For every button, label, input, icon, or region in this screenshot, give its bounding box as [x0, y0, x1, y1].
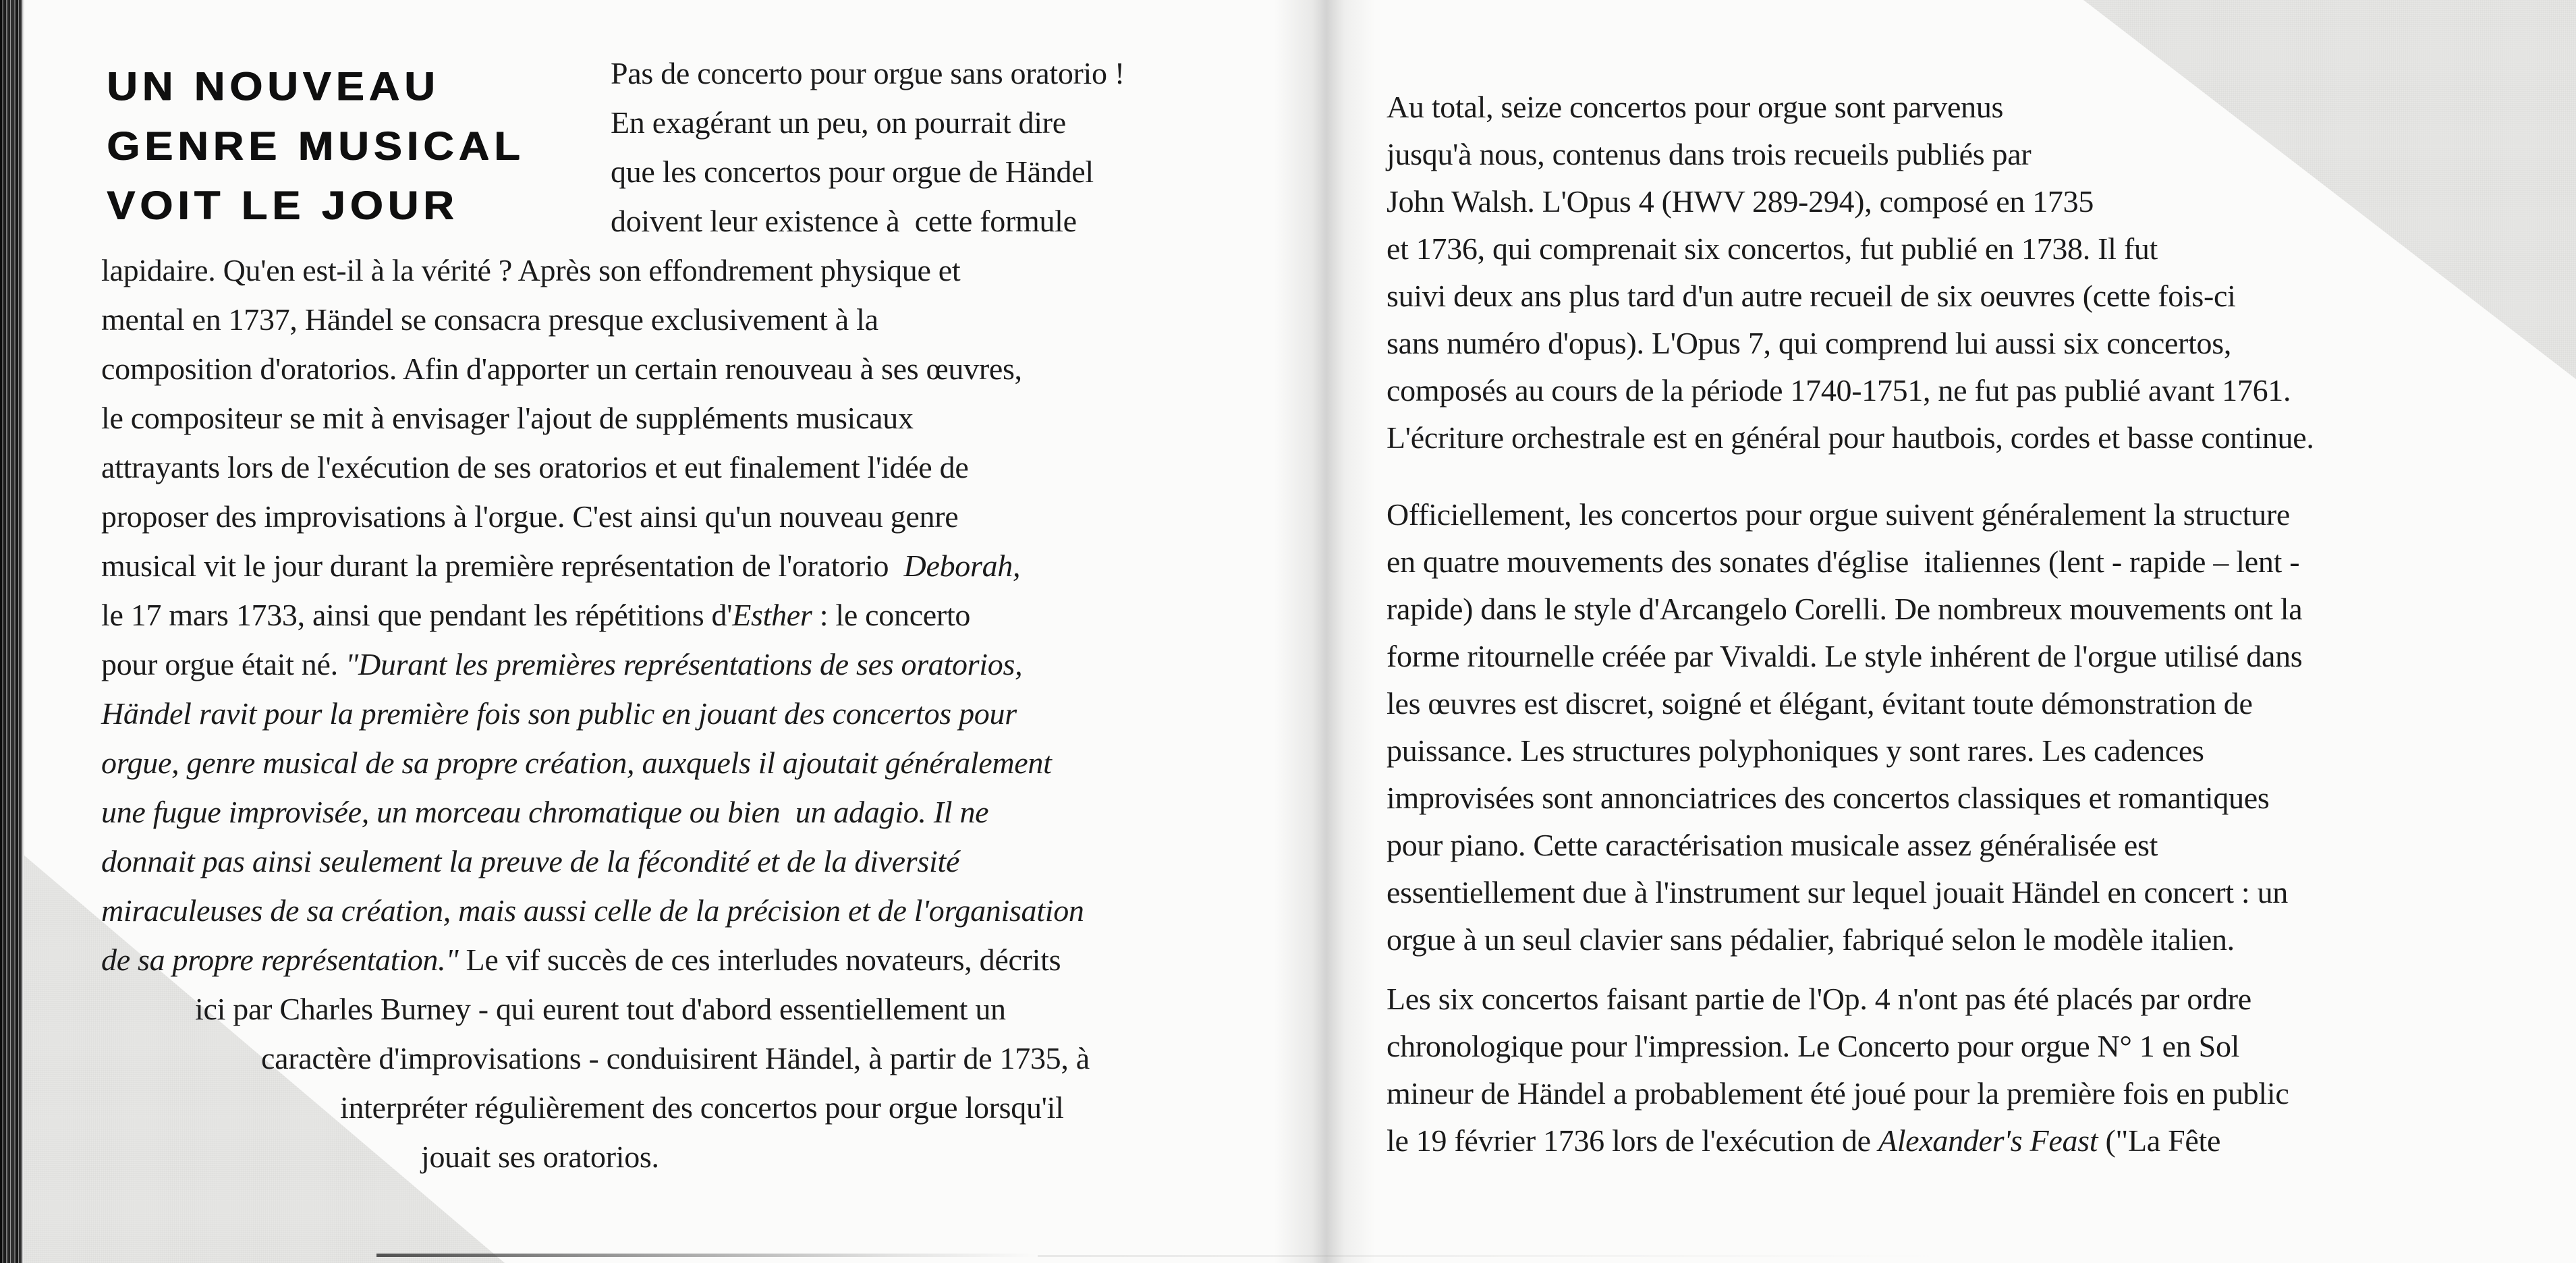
text-segment: John Walsh. L'Opus 4 (HWV 289-294), composé en 1735	[1387, 184, 2094, 219]
text-line	[1387, 1070, 2510, 1117]
intro-paragraph	[611, 49, 1231, 246]
text-line	[101, 393, 1241, 443]
text-segment: VOIT LE JOUR	[107, 184, 459, 228]
text-line	[611, 147, 1231, 196]
italic-text-segment: donnait pas ainsi seulement la preuve de la fécondité et de la diversité	[101, 844, 960, 878]
text-line	[101, 492, 1241, 541]
text-segment: improvisées sont annonciatrices des concertos classiques et romantiques	[1387, 781, 2270, 815]
text-line	[101, 1034, 1241, 1083]
text-segment: rapide) dans le style d'Arcangelo Corelli. De nombreux mouvements ont la	[1387, 592, 2303, 626]
italic-text-segment: Händel ravit pour la première fois son public en jouant des concertos pour	[101, 696, 1017, 731]
text-segment: le 17 mars 1733, ainsi que pendant les répétitions d'	[101, 598, 733, 632]
text-segment: En exagérant un peu, on pourrait dire	[611, 105, 1066, 140]
scan-edge-line-faint	[1038, 1255, 1942, 1257]
text-line	[101, 1083, 1241, 1132]
text-line	[101, 886, 1241, 935]
text-line	[1387, 586, 2510, 633]
text-segment: doivent leur existence à cette formule	[611, 204, 1077, 238]
text-segment: chronologique pour l'impression. Le Concerto pour orgue N° 1 en Sol	[1387, 1029, 2240, 1063]
text-segment: sans numéro d'opus). L'Opus 7, qui comprend lui aussi six concertos,	[1387, 326, 2232, 360]
text-line	[101, 738, 1241, 787]
text-line	[1387, 775, 2510, 822]
italic-text-segment: Alexander's Feast	[1878, 1123, 2098, 1158]
text-line	[101, 344, 1241, 393]
italic-text-segment: "Durant les premières représentations de ses oratorios,	[345, 647, 1023, 681]
text-line	[1387, 320, 2510, 367]
text-line	[1387, 1023, 2510, 1070]
italic-text-segment: Deborah,	[903, 549, 1021, 583]
book-binding-strip	[0, 0, 24, 1263]
right-page-paragraph-1	[1387, 84, 2510, 461]
text-line	[1387, 916, 2510, 963]
text-segment: puissance. Les structures polyphoniques y sont rares. Les cadences	[1387, 733, 2204, 768]
text-line	[101, 837, 1241, 886]
text-segment: musical vit le jour durant la première représentation de l'oratorio	[101, 549, 904, 583]
text-segment: UN NOUVEAU	[107, 64, 440, 109]
text-segment: forme ritournelle créée par Vivaldi. Le style inhérent de l'orgue utilisé dans	[1387, 639, 2303, 673]
text-line	[1387, 273, 2510, 320]
italic-text-segment: miraculeuses de sa création, mais aussi celle de la précision et de l'organisation	[101, 893, 1084, 928]
text-line	[101, 590, 1241, 640]
text-segment: interpréter régulièrement des concertos pour orgue lorsqu'il	[340, 1090, 1064, 1125]
text-segment: composés au cours de la période 1740-1751, ne fut pas publié avant 1761.	[1387, 373, 2291, 408]
text-line	[107, 116, 619, 175]
text-segment: les œuvres est discret, soigné et élégant, évitant toute démonstration de	[1387, 686, 2253, 721]
text-line	[101, 787, 1241, 837]
text-segment: orgue à un seul clavier sans pédalier, fabriqué selon le modèle italien.	[1387, 922, 2235, 957]
text-line	[1387, 822, 2510, 869]
text-line	[1387, 633, 2510, 680]
text-segment: essentiellement due à l'instrument sur lequel jouait Händel en concert : un	[1387, 875, 2288, 909]
text-line	[611, 49, 1231, 98]
text-segment: composition d'oratorios. Afin d'apporter un certain renouveau à ses œuvres,	[101, 352, 1022, 386]
text-segment: Officiellement, les concertos pour orgue suivent généralement la structure	[1387, 497, 2291, 532]
text-segment: GENRE MUSICAL	[107, 123, 525, 169]
text-line	[1387, 491, 2510, 538]
text-segment: jouait ses oratorios.	[421, 1140, 659, 1174]
text-line	[107, 176, 619, 235]
text-segment: que les concertos pour orgue de Händel	[611, 155, 1094, 189]
text-line	[1387, 680, 2510, 727]
italic-text-segment: de sa propre représentation."	[101, 943, 466, 977]
text-line	[611, 196, 1231, 246]
text-segment: ("La Fête	[2098, 1123, 2221, 1158]
text-line	[101, 935, 1241, 984]
text-line	[101, 246, 1241, 295]
text-segment: L'écriture orchestrale est en général pour hautbois, cordes et basse continue.	[1387, 420, 2314, 455]
text-segment: jusqu'à nous, contenus dans trois recueils publiés par	[1387, 137, 2032, 171]
right-page-paragraph-3	[1387, 976, 2510, 1164]
text-segment: : le concerto	[812, 598, 971, 632]
text-line	[101, 295, 1241, 344]
section-heading	[107, 57, 619, 235]
text-segment: caractère d'improvisations - conduisirent Händel, à partir de 1735, à	[261, 1041, 1090, 1075]
text-line	[1387, 225, 2510, 273]
scan-edge-line	[376, 1254, 1038, 1257]
text-line	[1387, 976, 2510, 1023]
text-line	[101, 541, 1241, 590]
italic-text-segment: Esther	[732, 598, 812, 632]
text-segment: Au total, seize concertos pour orgue sont parvenus	[1387, 90, 2004, 124]
text-line	[1387, 367, 2510, 414]
text-segment: Le vif succès de ces interludes novateurs, décrits	[466, 943, 1061, 977]
page-gutter-shadow	[1274, 0, 1375, 1263]
text-segment: en quatre mouvements des sonates d'église italiennes (lent - rapide – lent -	[1387, 544, 2300, 579]
text-line	[1387, 84, 2510, 131]
text-segment: Pas de concerto pour orgue sans oratorio !	[611, 56, 1125, 90]
text-line	[101, 1132, 1241, 1181]
text-line	[101, 443, 1241, 492]
text-segment: pour orgue était né.	[101, 647, 346, 681]
text-segment: suivi deux ans plus tard d'un autre recueil de six oeuvres (cette fois-ci	[1387, 279, 2236, 313]
text-line	[1387, 869, 2510, 916]
text-line	[1387, 178, 2510, 225]
text-segment: lapidaire. Qu'en est-il à la vérité ? Après son effondrement physique et	[101, 253, 961, 287]
text-segment: mineur de Händel a probablement été joué pour la première fois en public	[1387, 1076, 2289, 1111]
italic-text-segment: une fugue improvisée, un morceau chromatique ou bien un adagio. Il ne	[101, 795, 989, 829]
text-line	[101, 984, 1241, 1034]
right-page-paragraph-2	[1387, 491, 2510, 963]
text-line	[1387, 131, 2510, 178]
text-line	[1387, 1117, 2510, 1164]
text-line	[101, 689, 1241, 738]
italic-text-segment: orgue, genre musical de sa propre création, auxquels il ajoutait généralement	[101, 746, 1052, 780]
text-segment: attrayants lors de l'exécution de ses oratorios et eut finalement l'idée de	[101, 450, 969, 484]
left-page-body-text	[101, 246, 1241, 1181]
text-segment: pour piano. Cette caractérisation musicale assez généralisée est	[1387, 828, 2158, 862]
text-segment: ici par Charles Burney - qui eurent tout d'abord essentiellement un	[195, 992, 1006, 1026]
text-segment: le 19 février 1736 lors de l'exécution de	[1387, 1123, 1878, 1158]
text-segment: le compositeur se mit à envisager l'ajout de suppléments musicaux	[101, 401, 914, 435]
text-segment: et 1736, qui comprenait six concertos, fut publié en 1738. Il fut	[1387, 231, 2158, 266]
text-segment: Les six concertos faisant partie de l'Op. 4 n'ont pas été placés par ordre	[1387, 982, 2251, 1016]
text-line	[1387, 414, 2510, 461]
text-line	[1387, 538, 2510, 586]
text-line	[611, 98, 1231, 147]
text-line	[107, 57, 619, 116]
text-line	[101, 640, 1241, 689]
text-line	[1387, 727, 2510, 775]
text-segment: proposer des improvisations à l'orgue. C'est ainsi qu'un nouveau genre	[101, 499, 959, 534]
text-segment: mental en 1737, Händel se consacra presque exclusivement à la	[101, 302, 878, 337]
